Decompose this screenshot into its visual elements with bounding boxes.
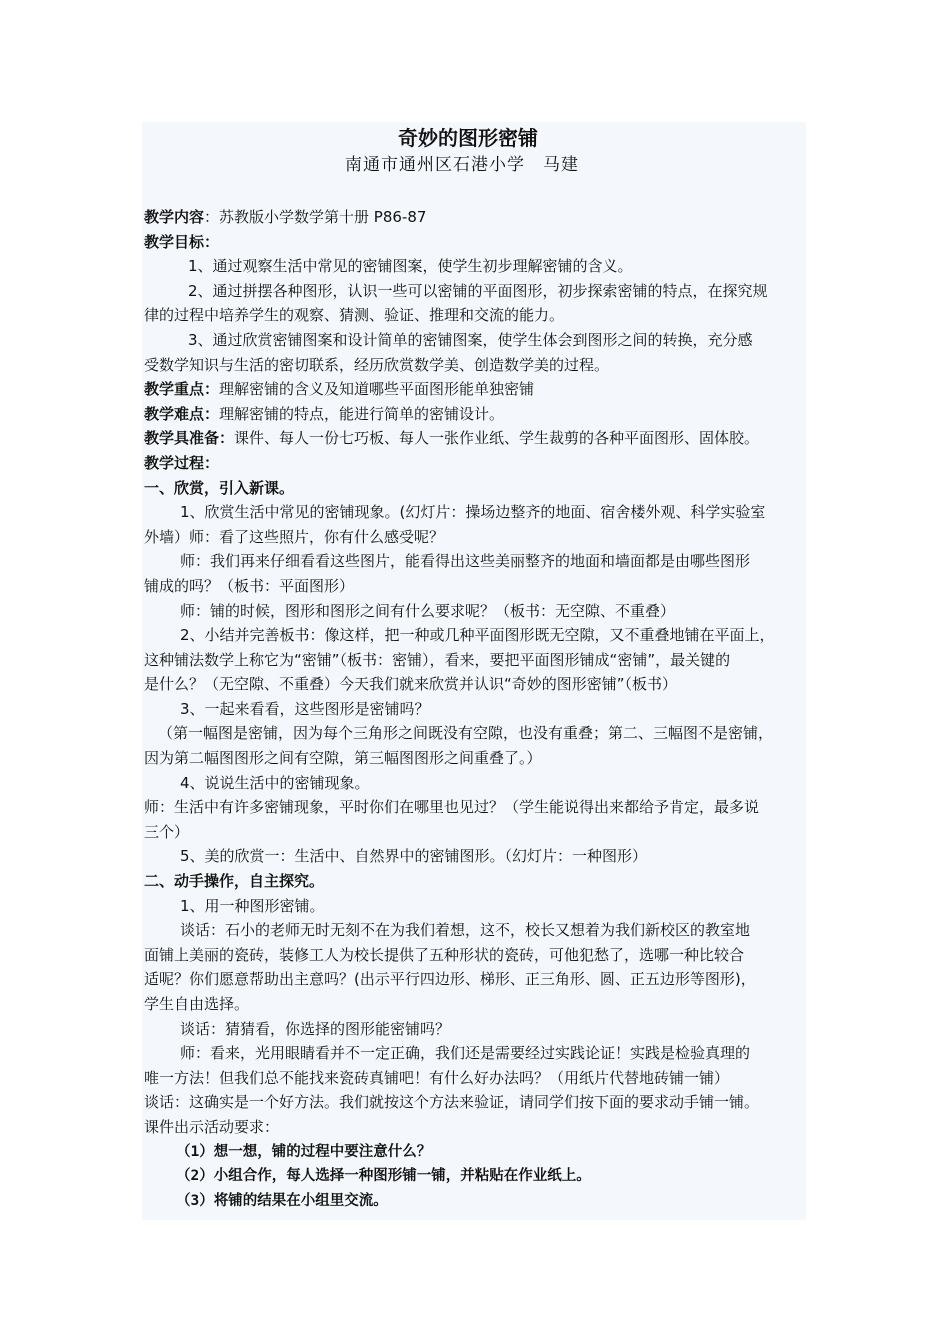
requirement-3: （3）将铺的结果在小组里交流。 (176, 1192, 388, 1209)
document-title: 奇妙的图形密铺 (398, 126, 538, 150)
teaching-content-text: ：苏教版小学数学第十册 P86-87 (204, 208, 427, 226)
requirement-2: （2）小组合作，每人选择一种图形铺一铺，并粘贴在作业纸上。 (176, 1168, 591, 1185)
s2-para-3: 谈话：猜猜看，你选择的图形能密铺吗？ (180, 1019, 451, 1038)
s1-para-2-line-2: 铺成的吗？（板书：平面图形） (144, 576, 355, 595)
s1-para-2-line-1: 师：我们再来仔细看看这些图片，能看得出这些美丽整齐的地面和墙面都是由哪些图形 (180, 552, 751, 571)
s2-para-4-line-1: 师：看来，光用眼睛看并不一定正确，我们还是需要经过实践论证！实践是检验真理的 (180, 1044, 751, 1063)
s1-para-8-line-1: 师：生活中有许多密铺现象，平时你们在哪里也见过？（学生能说得出来都给予肯定，最多说 (144, 798, 760, 817)
teaching-key-text: 理解密铺的含义及知道哪些平面图形能单独密铺 (219, 380, 535, 399)
s1-para-4-line-2: 这种铺法数学上称它为“密铺”（板书：密铺），看来，要把平面图形铺成“密铺”，最关键的 (144, 650, 731, 669)
s1-para-3: 师：铺的时候，图形和图形之间有什么要求呢？（板书：无空隙、不重叠） (180, 601, 676, 620)
teaching-key-label: 教学重点： (144, 380, 220, 399)
s2-para-2-line-4: 学生自由选择。 (144, 995, 250, 1013)
teaching-content-label: 教学内容 (144, 208, 205, 226)
goal-3-line-1: 3、通过欣赏密铺图案和设计简单的密铺图案，使学生体会到图形之间的转换，充分感 (188, 330, 753, 349)
s1-para-6-line-2: 因为第二幅图图形之间有空隙，第三幅图图形之间重叠了。） (144, 749, 542, 768)
s2-para-2-line-1: 谈话：石小的老师无时无刻不在为我们着想，这不，校长又想着为我们新校区的教室地 (180, 921, 751, 940)
s2-para-2-line-3: 适呢？你们愿意帮助出主意吗？(出示平行四边形、梯形、正三角形、圆、正五边形等图形)， (144, 970, 756, 989)
goal-1: 1、通过观察生活中常见的密铺图案，使学生初步理解密铺的含义。 (188, 257, 633, 276)
s1-para-9: 5、美的欣赏一：生活中、自然界中的密铺图形。（幻灯片：一种图形） (180, 847, 648, 866)
s1-para-4-line-1: 2、小结并完善板书：像这样，把一种或几种平面图形既无空隙，又不重叠地铺在平面上， (180, 626, 775, 645)
s1-para-8-line-2: 三个） (144, 822, 190, 841)
teaching-difficulty (144, 402, 814, 427)
s1-para-1-line-2: 外墙）师：看了这些照片，你有什么感受呢？ (144, 527, 445, 546)
document-author: 南通市通州区石港小学 马建 (345, 155, 579, 175)
teaching-prep-label: 教学具准备： (144, 429, 235, 448)
goal-2-line-1: 2、通过拼摆各种图形，认识一些可以密铺的平面图形，初步探索密铺的特点，在探究规 (188, 281, 768, 300)
s1-para-6-line-1: （第一幅图是密铺，因为每个三角形之间既没有空隙，也没有重叠；第二、三幅图不是密铺， (158, 724, 774, 743)
teaching-difficulty-label: 教学难点： (144, 404, 220, 423)
teaching-goals-label: 教学目标： (144, 232, 220, 251)
s1-para-5: 3、一起来看看，这些图形是密铺吗？ (180, 699, 430, 718)
section-1-heading: 一、欣赏，引入新课。 (144, 478, 295, 497)
s1-para-4-line-3: 是什么？（无空隙、不重叠）今天我们就来欣赏并认识“奇妙的图形密铺”（板书） (144, 675, 678, 694)
teaching-content (144, 205, 814, 230)
s2-para-2-line-2: 面铺上美丽的瓷砖，装修工人为校长提供了五种形状的瓷砖，可他犯愁了，选哪一种比较合 (144, 945, 745, 964)
teaching-prep-text: 课件、每人一份七巧板、每人一张作业纸、学生裁剪的各种平面图形、固体胶。 (234, 429, 760, 448)
teaching-prep (144, 426, 814, 451)
s1-para-7: 4、说说生活中的密铺现象。 (180, 773, 370, 792)
teaching-difficulty-text: 理解密铺的特点，能进行简单的密铺设计。 (219, 404, 505, 423)
s2-para-5-line-1: 谈话：这确实是一个好方法。我们就按这个方法来验证，请同学们按下面的要求动手铺一铺。 (144, 1093, 760, 1112)
goal-3-line-2: 受数学知识与生活的密切联系，经历欣赏数学美、创造数学美的过程。 (144, 355, 610, 374)
requirement-1: （1）想一想，铺的过程中要注意什么？ (176, 1143, 432, 1160)
teaching-key (144, 377, 814, 402)
s2-para-5-line-2: 课件出示活动要求： (144, 1117, 280, 1136)
goal-2-line-2: 律的过程中培养学生的观察、猜测、验证、推理和交流的能力。 (144, 306, 565, 325)
lesson-plan-body (144, 122, 814, 1213)
section-2-heading: 二、动手操作，自主探究。 (144, 872, 325, 891)
s2-para-4-line-2: 唯一方法！但我们总不能找来瓷砖真铺吧！有什么好办法吗？（用纸片代替地砖铺一铺） (144, 1068, 730, 1087)
s2-para-1: 1、用一种图形密铺。 (180, 896, 325, 915)
teaching-process-label: 教学过程： (144, 453, 220, 472)
s1-para-1-line-1: 1、欣赏生活中常见的密铺现象。(幻灯片：操场边整齐的地面、宿舍楼外观、科学实验室 (180, 503, 766, 522)
